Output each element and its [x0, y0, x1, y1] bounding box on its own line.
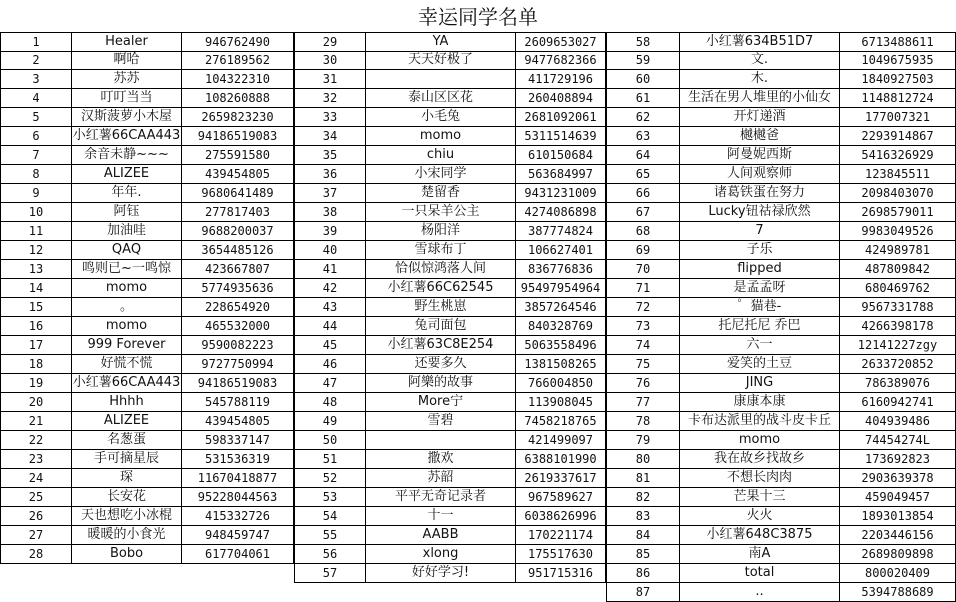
cell-idx: 81: [606, 469, 680, 488]
cell-num: 4266398178: [840, 317, 956, 336]
cell-num: 123845511: [840, 165, 956, 184]
cell-name: 野生桃崽: [366, 298, 516, 317]
cell-name: 阿钰: [72, 203, 182, 222]
cell-idx: 1: [0, 32, 72, 52]
cell-name: 小红薯648C3875: [680, 526, 840, 545]
cell-num: 2689809898: [840, 545, 956, 564]
cell-name: 999 Forever: [72, 336, 182, 355]
cell-name: [366, 70, 516, 89]
cell-idx: 64: [606, 146, 680, 165]
cell-name: 樾樾爸: [680, 127, 840, 146]
cell-name: 诸葛铁蛋在努力: [680, 184, 840, 203]
cell-name: 还要多久: [366, 355, 516, 374]
cell-idx: 8: [0, 165, 72, 184]
cell-idx: 44: [294, 317, 366, 336]
cell-name: 小宋同学: [366, 165, 516, 184]
cell-num: 531536319: [182, 450, 294, 469]
cell-name: 叮叮当当: [72, 89, 182, 108]
cell-idx: 11: [0, 222, 72, 241]
cell-num: 1049675935: [840, 51, 956, 70]
cell-num: 108260888: [182, 89, 294, 108]
cell-idx: 82: [606, 488, 680, 507]
cell-name: Lucky钮祜禄欣然: [680, 203, 840, 222]
cell-num: 9431231009: [516, 184, 606, 203]
cell-idx: 12: [0, 241, 72, 260]
cell-name: 爱笑的土豆: [680, 355, 840, 374]
cell-num: 766004850: [516, 374, 606, 393]
cell-num: 9727750994: [182, 355, 294, 374]
cell-name: ..: [680, 583, 840, 602]
cell-num: 9680641489: [182, 184, 294, 203]
cell-idx: 56: [294, 545, 366, 564]
cell-num: 2609653027: [516, 32, 606, 52]
cell-name: Bobo: [72, 545, 182, 564]
cell-idx: 60: [606, 70, 680, 89]
cell-name: [366, 431, 516, 450]
cell-name: 长安花: [72, 488, 182, 507]
cell-idx: 39: [294, 222, 366, 241]
cell-num: 439454805: [182, 412, 294, 431]
cell-num: 170221174: [516, 526, 606, 545]
cell-name: 好慌不慌: [72, 355, 182, 374]
cell-name: 泰山区区花: [366, 89, 516, 108]
cell-num: 1381508265: [516, 355, 606, 374]
cell-num: 2633720852: [840, 355, 956, 374]
cell-idx: 70: [606, 260, 680, 279]
cell-name: ALIZEE: [72, 165, 182, 184]
cell-idx: 48: [294, 393, 366, 412]
cell-num: 5394788689: [840, 583, 956, 602]
cell-num: 411729196: [516, 70, 606, 89]
cell-name: 小红薯66C62545: [366, 279, 516, 298]
cell-idx: 24: [0, 469, 72, 488]
cell-idx: 63: [606, 127, 680, 146]
cell-num: 5063558496: [516, 336, 606, 355]
cell-idx: 43: [294, 298, 366, 317]
cell-idx: 73: [606, 317, 680, 336]
cell-idx: 54: [294, 507, 366, 526]
cell-idx: 17: [0, 336, 72, 355]
cell-num: 6713488611: [840, 32, 956, 52]
cell-name: 暖暖的小食光: [72, 526, 182, 545]
cell-num: 423667807: [182, 260, 294, 279]
cell-num: 439454805: [182, 165, 294, 184]
cell-num: 9590082223: [182, 336, 294, 355]
cell-name: 小红薯66CAA443: [72, 127, 182, 146]
cell-idx: 36: [294, 165, 366, 184]
cell-idx: 5: [0, 108, 72, 127]
cell-idx: 87: [606, 583, 680, 602]
cell-name: More宁: [366, 393, 516, 412]
cell-num: 277817403: [182, 203, 294, 222]
cell-num: 6388101990: [516, 450, 606, 469]
cell-num: 104322310: [182, 70, 294, 89]
cell-num: 487809842: [840, 260, 956, 279]
cell-num: 459049457: [840, 488, 956, 507]
cell-idx: 46: [294, 355, 366, 374]
cell-num: 173692823: [840, 450, 956, 469]
cell-num: 6160942741: [840, 393, 956, 412]
cell-num: 9477682366: [516, 51, 606, 70]
cell-idx: 3: [0, 70, 72, 89]
cell-num: 786389076: [840, 374, 956, 393]
cell-name: momo: [366, 127, 516, 146]
cell-name: 7: [680, 222, 840, 241]
cell-num: 610150684: [516, 146, 606, 165]
cell-name: 苏韶: [366, 469, 516, 488]
cell-idx: 32: [294, 89, 366, 108]
cell-num: 2903639378: [840, 469, 956, 488]
cell-name: Hhhh: [72, 393, 182, 412]
cell-num: 545788119: [182, 393, 294, 412]
cell-name: QAQ: [72, 241, 182, 260]
cell-idx: 15: [0, 298, 72, 317]
cell-name: 雪球布丁: [366, 241, 516, 260]
cell-name: 鸣则已~一鸣惊: [72, 260, 182, 279]
cell-idx: 29: [294, 32, 366, 52]
cell-num: 680469762: [840, 279, 956, 298]
cell-name: AABB: [366, 526, 516, 545]
cell-num: 175517630: [516, 545, 606, 564]
cell-name: 杨阳洋: [366, 222, 516, 241]
cell-name: 琛: [72, 469, 182, 488]
cell-name: 开灯递酒: [680, 108, 840, 127]
cell-name: xlong: [366, 545, 516, 564]
cell-name: 雪碧: [366, 412, 516, 431]
cell-num: 948459747: [182, 526, 294, 545]
cell-name: 天天好极了: [366, 51, 516, 70]
cell-idx: 68: [606, 222, 680, 241]
cell-idx: 42: [294, 279, 366, 298]
cell-idx: 76: [606, 374, 680, 393]
cell-name: 卡布达派里的战斗皮卡丘: [680, 412, 840, 431]
cell-idx: 69: [606, 241, 680, 260]
cell-idx: 23: [0, 450, 72, 469]
cell-num: 800020409: [840, 564, 956, 583]
cell-num: 74454274L: [840, 431, 956, 450]
cell-idx: 18: [0, 355, 72, 374]
cell-idx: 53: [294, 488, 366, 507]
cell-name: flipped: [680, 260, 840, 279]
cell-name: 。: [72, 298, 182, 317]
cell-num: 113908045: [516, 393, 606, 412]
cell-idx: 25: [0, 488, 72, 507]
cell-num: 260408894: [516, 89, 606, 108]
cell-name: 是孟孟呀: [680, 279, 840, 298]
cell-idx: 27: [0, 526, 72, 545]
cell-num: 9688200037: [182, 222, 294, 241]
cell-idx: 61: [606, 89, 680, 108]
cell-name: 文.: [680, 51, 840, 70]
cell-num: 951715316: [516, 564, 606, 583]
cell-num: 9567331788: [840, 298, 956, 317]
cell-name: 撒欢: [366, 450, 516, 469]
cell-name: 小毛兔: [366, 108, 516, 127]
cell-num: 2698579011: [840, 203, 956, 222]
cell-num: 5774935636: [182, 279, 294, 298]
cell-idx: 37: [294, 184, 366, 203]
cell-idx: 85: [606, 545, 680, 564]
cell-num: 177007321: [840, 108, 956, 127]
cell-num: 563684997: [516, 165, 606, 184]
cell-num: 1893013854: [840, 507, 956, 526]
cell-name: 康康本康: [680, 393, 840, 412]
cell-idx: 45: [294, 336, 366, 355]
cell-idx: 57: [294, 564, 366, 583]
cell-name: 余音未静~~~: [72, 146, 182, 165]
cell-name: 南A: [680, 545, 840, 564]
cell-idx: 83: [606, 507, 680, 526]
cell-idx: 51: [294, 450, 366, 469]
cell-num: 465532000: [182, 317, 294, 336]
cell-name: 十一: [366, 507, 516, 526]
cell-idx: 33: [294, 108, 366, 127]
cell-num: 9983049526: [840, 222, 956, 241]
cell-num: 6038626996: [516, 507, 606, 526]
cell-name: 人间观察师: [680, 165, 840, 184]
cell-idx: 47: [294, 374, 366, 393]
cell-idx: 9: [0, 184, 72, 203]
cell-idx: 75: [606, 355, 680, 374]
cell-num: 2619337617: [516, 469, 606, 488]
cell-name: 我在故乡找故乡: [680, 450, 840, 469]
cell-name: 手可摘星辰: [72, 450, 182, 469]
cell-num: 3857264546: [516, 298, 606, 317]
cell-name: 汉斯菠萝小木屋: [72, 108, 182, 127]
cell-num: 415332726: [182, 507, 294, 526]
cell-idx: 35: [294, 146, 366, 165]
cell-name: 年年.: [72, 184, 182, 203]
cell-idx: 58: [606, 32, 680, 52]
cell-name: momo: [680, 431, 840, 450]
cell-idx: 65: [606, 165, 680, 184]
cell-name: chiu: [366, 146, 516, 165]
cell-name: 恰似惊鸿落人间: [366, 260, 516, 279]
cell-idx: 10: [0, 203, 72, 222]
cell-idx: 67: [606, 203, 680, 222]
cell-num: 404939486: [840, 412, 956, 431]
cell-num: 967589627: [516, 488, 606, 507]
cell-idx: 38: [294, 203, 366, 222]
cell-idx: 59: [606, 51, 680, 70]
cell-idx: 20: [0, 393, 72, 412]
cell-idx: 21: [0, 412, 72, 431]
cell-name: 子乐: [680, 241, 840, 260]
cell-idx: 66: [606, 184, 680, 203]
cell-idx: 28: [0, 545, 72, 564]
cell-name: momo: [72, 279, 182, 298]
page-title: 幸运同学名单: [418, 5, 538, 29]
cell-name: ALIZEE: [72, 412, 182, 431]
cell-name: 小红薯66CAA443: [72, 374, 182, 393]
cell-name: 苏苏: [72, 70, 182, 89]
cell-idx: 14: [0, 279, 72, 298]
cell-name: 六一: [680, 336, 840, 355]
cell-name: 阿樂的故事: [366, 374, 516, 393]
cell-num: 1840927503: [840, 70, 956, 89]
cell-name: 加油哇: [72, 222, 182, 241]
cell-idx: 80: [606, 450, 680, 469]
cell-num: 95228044563: [182, 488, 294, 507]
cell-num: 2098403070: [840, 184, 956, 203]
cell-idx: 40: [294, 241, 366, 260]
cell-name: Healer: [72, 32, 182, 52]
cell-name: 好好学习!: [366, 564, 516, 583]
cell-idx: 2: [0, 51, 72, 70]
cell-name: 木.: [680, 70, 840, 89]
cell-idx: 7: [0, 146, 72, 165]
cell-idx: 13: [0, 260, 72, 279]
cell-num: 424989781: [840, 241, 956, 260]
cell-num: 2659823230: [182, 108, 294, 127]
cell-idx: 86: [606, 564, 680, 583]
cell-num: 617704061: [182, 545, 294, 564]
cell-idx: 34: [294, 127, 366, 146]
cell-num: 2681092061: [516, 108, 606, 127]
cell-name: 啊哈: [72, 51, 182, 70]
cell-name: 阿曼妮西斯: [680, 146, 840, 165]
cell-num: 3654485126: [182, 241, 294, 260]
cell-idx: 77: [606, 393, 680, 412]
cell-idx: 6: [0, 127, 72, 146]
cell-num: 5311514639: [516, 127, 606, 146]
cell-num: 421499097: [516, 431, 606, 450]
cell-idx: 31: [294, 70, 366, 89]
cell-name: 平平无奇记录者: [366, 488, 516, 507]
cell-num: 836776836: [516, 260, 606, 279]
cell-name: 名葱蛋: [72, 431, 182, 450]
cell-num: 7458218765: [516, 412, 606, 431]
cell-num: 598337147: [182, 431, 294, 450]
cell-name: 楚留香: [366, 184, 516, 203]
cell-idx: 52: [294, 469, 366, 488]
cell-name: 托尼托尼 乔巴: [680, 317, 840, 336]
cell-num: 228654920: [182, 298, 294, 317]
cell-num: 2203446156: [840, 526, 956, 545]
cell-name: JING: [680, 374, 840, 393]
cell-name: 不想长肉肉: [680, 469, 840, 488]
cell-idx: 84: [606, 526, 680, 545]
cell-name: YA: [366, 32, 516, 52]
cell-name: 火火: [680, 507, 840, 526]
cell-num: 2293914867: [840, 127, 956, 146]
cell-num: 12141227zgy: [840, 336, 956, 355]
cell-num: 840328769: [516, 317, 606, 336]
cell-idx: 19: [0, 374, 72, 393]
cell-idx: 4: [0, 89, 72, 108]
cell-num: 94186519083: [182, 127, 294, 146]
cell-idx: 50: [294, 431, 366, 450]
cell-num: 11670418877: [182, 469, 294, 488]
cell-idx: 30: [294, 51, 366, 70]
cell-idx: 49: [294, 412, 366, 431]
cell-idx: 79: [606, 431, 680, 450]
cell-num: 1148812724: [840, 89, 956, 108]
cell-idx: 78: [606, 412, 680, 431]
cell-num: 5416326929: [840, 146, 956, 165]
cell-idx: 71: [606, 279, 680, 298]
cell-name: 小红薯634B51D7: [680, 32, 840, 52]
cell-idx: 72: [606, 298, 680, 317]
cell-num: 387774824: [516, 222, 606, 241]
cell-idx: 55: [294, 526, 366, 545]
cell-num: 95497954964: [516, 279, 606, 298]
cell-idx: 22: [0, 431, 72, 450]
cell-name: 天也想吃小冰棍: [72, 507, 182, 526]
cell-name: 生活在男人堆里的小仙女: [680, 89, 840, 108]
cell-num: 275591580: [182, 146, 294, 165]
cell-name: total: [680, 564, 840, 583]
cell-num: 94186519083: [182, 374, 294, 393]
cell-num: 106627401: [516, 241, 606, 260]
cell-num: 946762490: [182, 32, 294, 52]
cell-idx: 16: [0, 317, 72, 336]
cell-num: 4274086898: [516, 203, 606, 222]
cell-idx: 74: [606, 336, 680, 355]
cell-name: 芒果十三: [680, 488, 840, 507]
cell-idx: 41: [294, 260, 366, 279]
cell-num: 276189562: [182, 51, 294, 70]
cell-name: 一只呆羊公主: [366, 203, 516, 222]
cell-name: 小红薯63C8E254: [366, 336, 516, 355]
cell-name: 兔司面包: [366, 317, 516, 336]
cell-name: ゜猫巷-: [680, 298, 840, 317]
cell-idx: 26: [0, 507, 72, 526]
cell-idx: 62: [606, 108, 680, 127]
cell-name: momo: [72, 317, 182, 336]
